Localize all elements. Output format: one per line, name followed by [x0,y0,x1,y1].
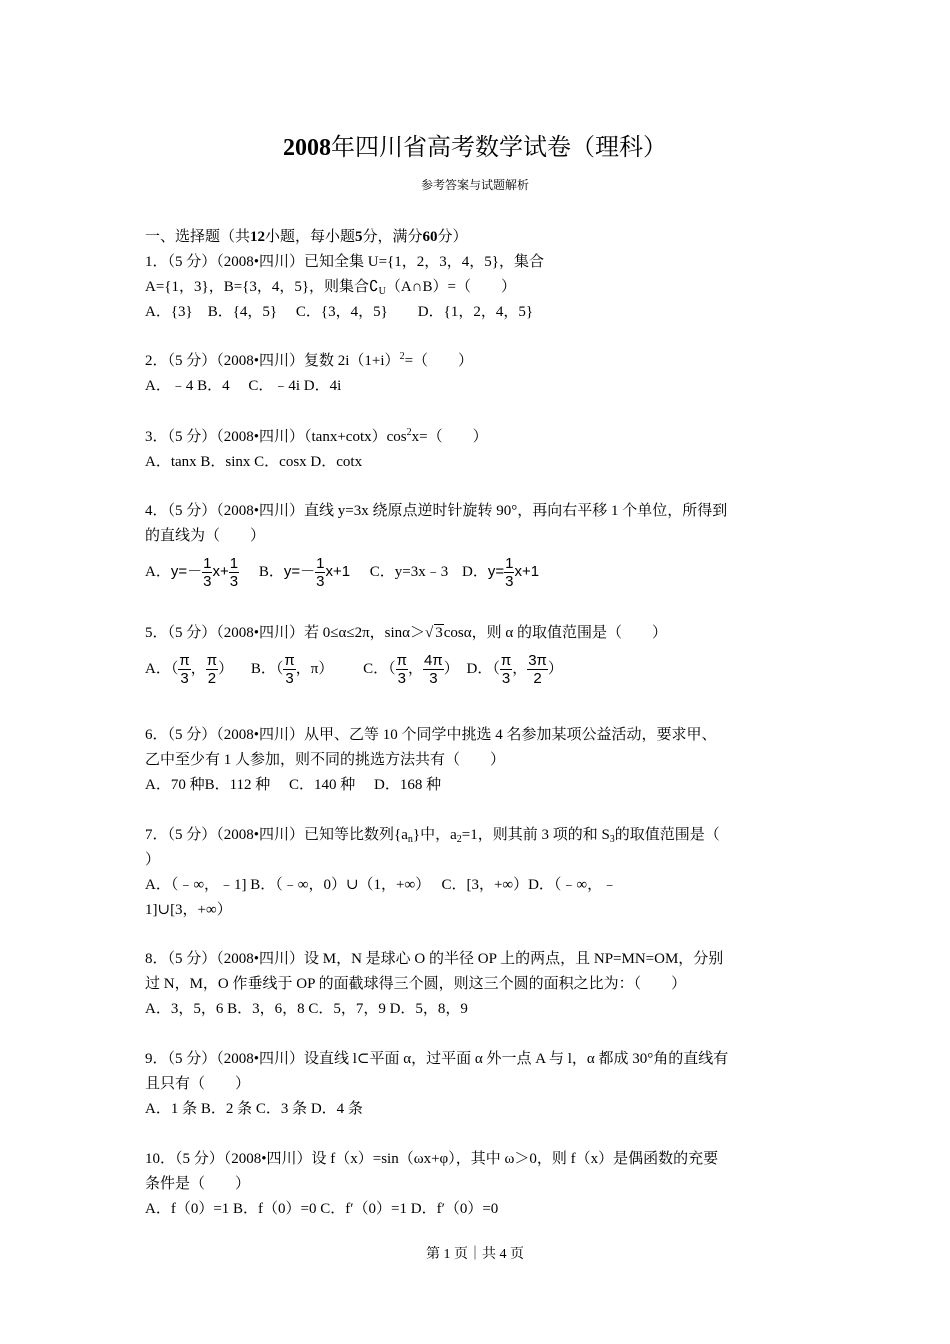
q3-options: A．tanx B．sinx C．cosx D．cotx [145,454,363,470]
q1-stem-line2: A={1，3}，B={3，4，5}，则集合$∁_U(A\cap B)=$（ ） [145,279,516,297]
page-subtitle: 参考答案与试题解析 [420,178,529,192]
q3-stem: 3．（5 分）（2008•四川）$(\tan x+\cot x)\cos^2x=$（ ） [145,427,488,445]
q10-options: A．f（0）=1 B．f（0）=0 C．f′（0）=1 D．f′（0）=0 [145,1201,499,1217]
fraction: $\frac{\pi}{2}$ [206,652,218,688]
fraction: $\frac{1}{3}$ [316,555,325,591]
q10-stem-line2: 条件是（ ） [145,1176,251,1192]
fraction: $\frac{\pi}{3}$ [500,652,512,688]
section-heading: 一、选择题（共12小题，每小题5分，满分60分） [145,229,468,245]
title-year: 2008 [283,135,331,161]
q4-option-c: C．y=3x﹣3 [369,564,449,580]
page-title [0,131,950,165]
q4-stem-line1: 4．（5 分）（2008•四川）直线 y=3x 绕原点逆时针旋转 90°，再向右平移 1 个单位，所得到 [145,503,728,519]
q9-stem-line1: 9．（5 分）（2008•四川）设直线 l⊂平面 α，过平面 α 外一点 A 与 l，α 都成 30°角的直线有 [145,1051,729,1067]
q7-stem-line1: 7．（5 分）（2008•四川）已知等比数列$\{a_n\}$中，$a_2=1$，则其前 3 项的和 $S_3$的取值范围是（ [145,827,720,845]
q6-stem-line2: 乙中至少有 1 人参加，则不同的挑选方法共有（ ） [145,752,506,768]
fraction: $\frac{1}{3}$ [505,555,514,591]
q4-option-a: A．y=－ $\frac{1}{3}$ x+ $\frac{1}{3}$ [145,555,239,591]
q2-stem: 2．（5 分）（2008•四川）复数 $2i(1+i)^2=$（ ） [145,351,474,369]
q6-stem-line1: 6．（5 分）（2008•四川）从甲、乙等 10 个同学中挑选 4 名参加某项公益活动，要求甲、 [145,727,717,743]
q5-option-c: C．（ $\frac{\pi}{3}$ ， $\frac{4\pi}{3}$ ） [363,652,459,688]
q8-stem-line1: 8．（5 分）（2008•四川）设 M，N 是球心 O 的半径 OP 上的两点，且 NP=MN=OM，分别 [145,951,724,967]
fraction: $\frac{\pi}{3}$ [396,652,407,688]
q9-stem-line2: 且只有（ ） [145,1076,251,1092]
fraction: $\frac{1}{3}$ [229,555,239,591]
q4-options [145,551,539,593]
q4-option-d: D．y= $\frac{1}{3}$ x+1 [462,555,540,591]
q5-stem: 5．（5 分）（2008•四川）若 0≤α≤2π，sinα＞√ 3cosα，则 α 的取值范围是（ ） [145,625,667,641]
page-footer: 第 1 页｜共 4 页 [426,1247,524,1262]
q7-options-line1: A．（﹣∞，﹣1] B．（﹣∞，0）∪（1，+∞） C．[3，+∞）D．（﹣∞，﹣ [145,877,618,893]
q1-options: A．{3} B．{4，5} C．{3，4，5} D．{1，2，4，5} [145,304,534,320]
sqrt-icon: √ [425,625,434,641]
fraction: $\frac{3\pi}{2}$ [528,652,547,688]
q4-stem-line2: 的直线为（ ） [145,528,266,544]
fraction: $\frac{\pi}{3}$ [284,652,295,688]
fraction: $\frac{4\pi}{3}$ [424,652,443,688]
q2-options: A．﹣4 B．4 C．﹣4i D．4i [145,378,342,394]
q4-option-b: B．y=－ $\frac{1}{3}$ x+1 [258,555,351,591]
q5-option-b: B．（ $\frac{\pi}{3}$ ，π） [250,652,334,688]
title-text: 年四川省高考数学试卷（理科） [331,135,667,161]
q8-options: A．3，5，6 B．3，6，8 C．5，7，9 D．5，8，9 [145,1001,468,1017]
fraction: $\frac{\pi}{3}$ [179,652,190,688]
q7-stem-line2: ） [145,852,161,868]
q5-options [145,648,563,690]
q5-option-d: D．（ $\frac{\pi}{3}$ ， $\frac{3\pi}{2}$ ） [466,652,563,688]
fraction: $\frac{1}{3}$ [203,555,212,591]
q8-stem-line2: 过 N，M，O 作垂线于 OP 的面截球得三个圆，则这三个圆的面积之比为：（ ） [145,976,687,992]
q6-options: A．70 种B．112 种 C．140 种 D．168 种 [145,777,442,793]
q5-option-a: A．（ $\frac{\pi}{3}$ ， $\frac{\pi}{2}$ ） [145,652,234,688]
q7-options-line2: 1]∪[3，+∞） [145,902,232,918]
q1-stem-line1: 1．（5 分）（2008•四川）已知全集 U={1，2，3，4，5}，集合 [145,254,544,270]
q10-stem-line1: 10．（5 分）（2008•四川）设 f（x）=sin（ωx+φ），其中 ω＞0，则 f（x）是偶函数的充要 [145,1151,719,1167]
q9-options: A．1 条 B．2 条 C．3 条 D．4 条 [145,1101,363,1117]
